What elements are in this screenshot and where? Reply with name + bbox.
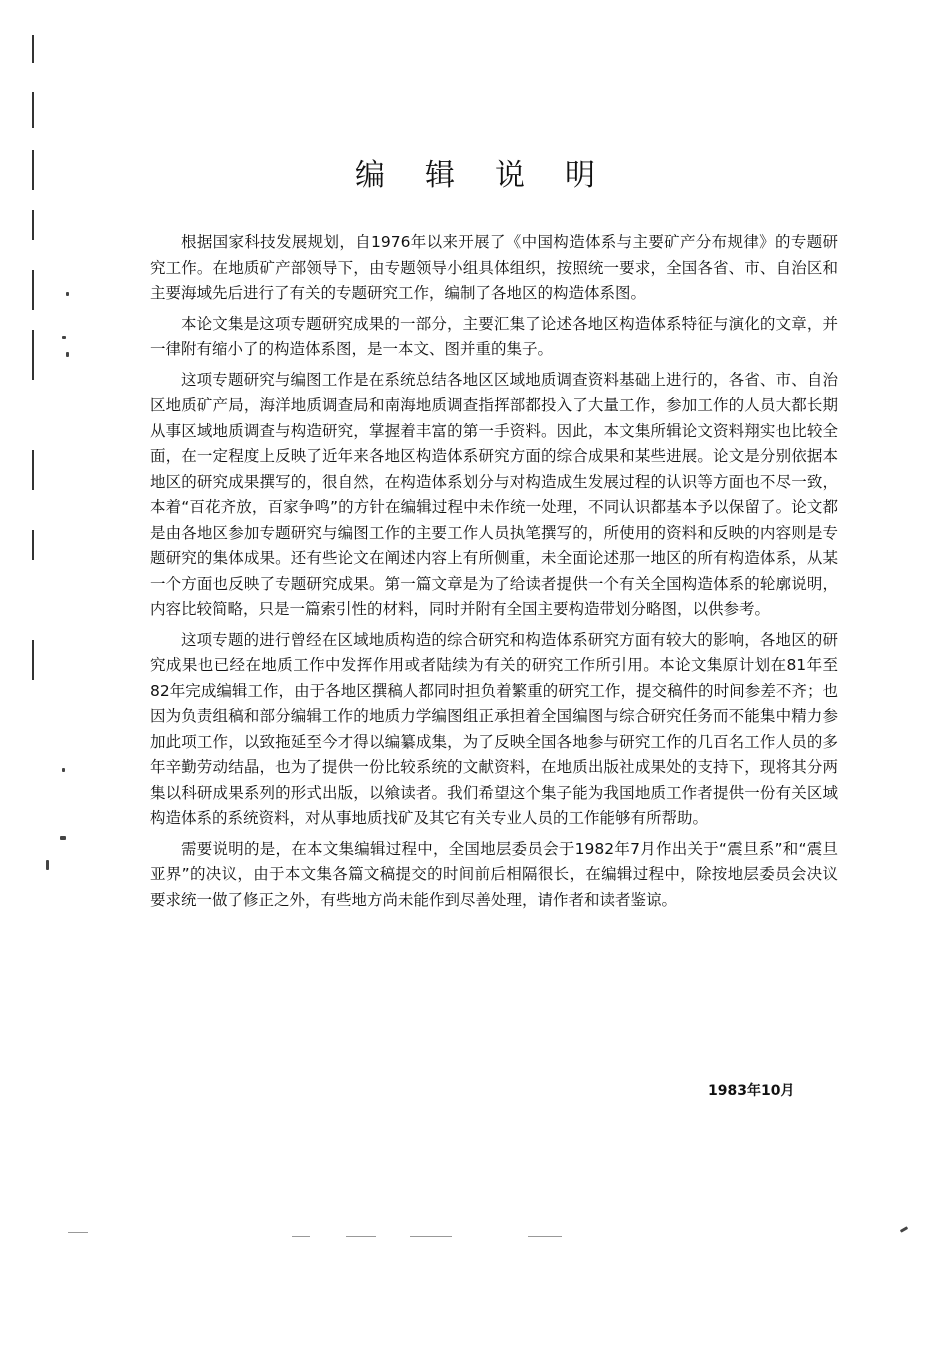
binding-edge-mark	[32, 35, 34, 63]
binding-edge-mark	[32, 210, 34, 240]
binding-edge-mark	[32, 640, 34, 680]
binding-edge-mark	[32, 530, 34, 560]
scan-speck	[66, 352, 69, 357]
scan-speck	[66, 292, 69, 296]
scan-speck	[62, 336, 66, 339]
signature-date: 1983年10月	[708, 1083, 795, 1099]
scan-artifact	[528, 1236, 562, 1237]
body-text	[150, 230, 838, 918]
paragraph: 这项专题的进行曾经在区域地质构造的综合研究和构造体系研究方面有较大的影响，各地区的研究成果也已经在地质工作中发挥作用或者陆续为有关的研究工作所引用。本论文集原计划在81年至82年完成编辑工作，由于各地区撰稿人都同时担负着繁重的研究工作，提交稿件的时间参差不齐；也因为负责组稿和部分编辑工作的地质力学编图组正承担着全国编图与综合研究任务而不能集中精力参加此项工作，以致拖延至今才得以编纂成集，为了反映全国各地参与研究工作的几百名工作人员的多年辛勤劳动结晶，也为了提供一份比较系统的文献资料，在地质出版社成果处的支持下，现将其分两集以科研成果系列的形式出版，以飨读者。我们希望这个集子能为我国地质工作者提供一份有关区域构造体系的系统资料，对从事地质找矿及其它有关专业人员的工作能够有所帮助。	[150, 630, 838, 827]
binding-edge-mark	[32, 450, 34, 490]
paragraph: 本论文集是这项专题研究成果的一部分，主要汇集了论述各地区构造体系特征与演化的文章，并一律附有缩小了的构造体系图，是一本文、图并重的集子。	[150, 314, 838, 358]
scan-artifact	[292, 1236, 310, 1237]
scan-speck	[900, 1226, 908, 1233]
paragraph: 根据国家科技发展规划，自1976年以来开展了《中国构造体系与主要矿产分布规律》的专题研究工作。在地质矿产部领导下，由专题领导小组具体组织，按照统一要求，全国各省、市、自治区和主要海域先后进行了有关的专题研究工作，编制了各地区的构造体系图。	[150, 233, 838, 302]
binding-edge-mark	[32, 330, 34, 380]
scan-speck	[46, 860, 49, 870]
scan-artifact	[68, 1232, 88, 1233]
paragraph: 需要说明的是，在本文集编辑过程中，全国地层委员会于1982年7月作出关于“震旦系”和“震旦亚界”的决议，由于本文集各篇文稿提交的时间前后相隔很长，在编辑过程中，除按地层委员会决议要求统一做了修正之外，有些地方尚未能作到尽善处理，请作者和读者鉴谅。	[150, 839, 838, 909]
scan-artifact	[410, 1236, 452, 1237]
binding-edge-mark	[32, 92, 34, 128]
binding-edge-mark	[32, 270, 34, 310]
scan-speck	[60, 836, 66, 840]
scan-speck	[62, 768, 65, 772]
paragraph: 这项专题研究与编图工作是在系统总结各地区区域地质调查资料基础上进行的，各省、市、自治区地质矿产局，海洋地质调查局和南海地质调查指挥部都投入了大量工作，参加工作的人员大都长期从事区域地质调查与构造研究，掌握着丰富的第一手资料。因此，本文集所辑论文资料翔实也比较全面，在一定程度上反映了近年来各地区构造体系研究方面的综合成果和某些进展。论文是分别依据本地区的研究成果撰写的，很自然，在构造体系划分与对构造成生发展过程的认识等方面也不尽一致，本着“百花齐放，百家争鸣”的方针在编辑过程中未作统一处理，不同认识都基本予以保留了。论文都是由各地区参加专题研究与编图工作的主要工作人员执笔撰写的，所使用的资料和反映的内容则是专题研究的集体成果。还有些论文在阐述内容上有所侧重，未全面论述那一地区的所有构造体系，从某一个方面也反映了专题研究成果。第一篇文章是为了给读者提供一个有关全国构造体系的轮廓说明，内容比较简略，只是一篇索引性的材料，同时并附有全国主要构造带划分略图，以供参考。	[150, 370, 838, 618]
scan-artifact	[346, 1236, 376, 1237]
page-title: 编辑说明	[355, 158, 635, 193]
